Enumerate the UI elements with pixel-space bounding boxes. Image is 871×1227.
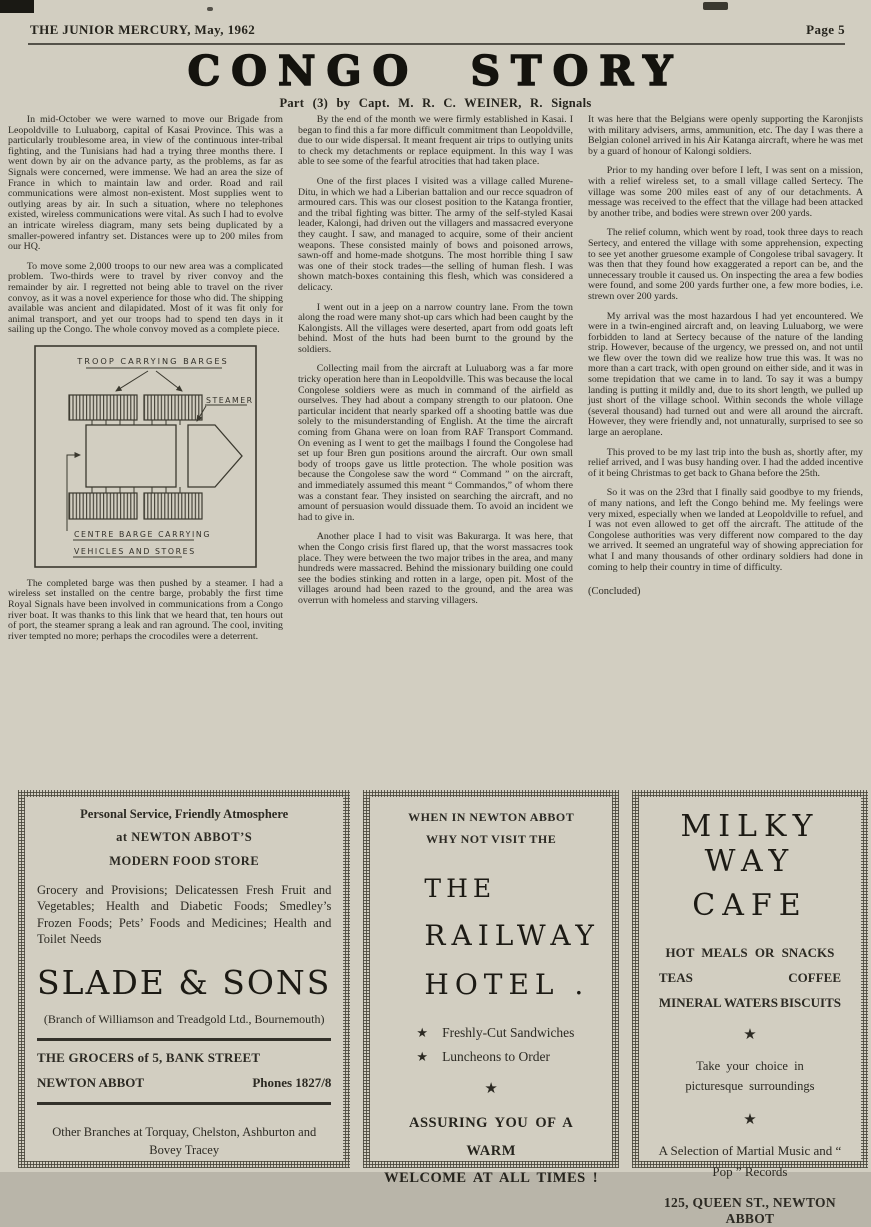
ad-milky-name1: MILKY WAY	[680, 809, 820, 879]
paragraph: My arrival was the most hazardous I had yet encountered. We were in a twin-engined aircraft and, on leaving Luluaborg, we were forbidden to land at Sertecy because of the nature of the landing strip. However, because of the urgency, we pressed on, and not until we flew over the town did we realize how true this was. It was no more than a cart track, with open ground on either side, and it was in some trepidation that we came in to land. To say it was a bumpy landing is putting it mildly and, due to its short length, we pulled up just short of the village school. Within seconds the whole village (several thousand) had turned out and were all around the aircraft. However, they were friendly and, not unnaturally, surprised to see so large an aeroplane.	[588, 310, 863, 439]
scan-artifact	[0, 0, 34, 13]
barge-diagram	[34, 345, 283, 569]
diagram-label-troop-barges: TROOP CARRYING BARGES	[77, 355, 229, 366]
list-item	[416, 1049, 599, 1065]
ad-slade-location: at NEWTON ABBOT’S	[116, 830, 253, 845]
ad-milky-tagline: Take your choice in picturesque surroundings	[685, 1059, 815, 1093]
ad-milky-biscuits: BISCUITS	[780, 995, 841, 1010]
ad-railway-item1: Freshly-Cut Sandwiches	[442, 1025, 575, 1041]
ad-slade-phones: Phones 1827/8	[252, 1075, 332, 1091]
troop-barge-bottom-right	[144, 493, 202, 519]
troop-barge-bottom-left	[69, 493, 137, 519]
ad-railway-content	[370, 797, 611, 1187]
ad-railway-items	[382, 1017, 599, 1065]
diagram-label-centre-barge-1: CENTRE BARGE CARRYING	[74, 529, 211, 539]
ad-railway-footer	[382, 1110, 599, 1193]
column-1	[8, 115, 283, 787]
paragraph: By the end of the month we were firmly established in Kasai. I began to find this a far more difficult commitment than Leopoldville, due to our wide dispersal. It meant frequent air trips to outlying units to check my detachments or replace equipment. In this way I was able to see some of the fearful atrocities that had taken place.	[298, 114, 573, 168]
ad-milky-content	[639, 797, 861, 1226]
paragraph: The completed barge was then pushed by a steamer. I had a wireless set installed on the centre barge, probably the first time Royal Signals have been involved in communications from a Congo river boat. It was thanks to this link that we heard that, ten hours out of port, the steamer sprang a leak and ran aground. The cool, inviting river tempted no more; perhaps the crocodiles were a deterrent.	[8, 577, 283, 642]
ad-railway-hotel: HOTEL .	[424, 968, 590, 1002]
ad-milky-meals: HOT MEALS OR SNACKS	[665, 945, 835, 960]
ad-milky-row1	[651, 970, 849, 986]
ad-railway-head1: WHEN IN NEWTON ABBOT	[408, 810, 575, 824]
diagram-label-centre-barge-2: VEHICLES AND STORES	[74, 546, 196, 556]
scan-artifact	[207, 7, 213, 11]
ad-railway-item2: Luncheons to Order	[442, 1049, 551, 1065]
paragraph: Another place I had to visit was Bakurarga. It was here, that when the Congo crisis first flared up, that the worst massacres took place. They were between the two major tribes in the area, and many hundreds were massacred. Behind the missionary building one could see the bodies stinking and rotten in a large, open pit. Most of the villages around had been razed to the ground, and the area was overrun with homeless and starving villagers.	[298, 531, 573, 606]
paragraph: In mid-October we were warned to move our Brigade from Leopoldville to Luluaborg, capital of Kasai Province. This was a particularly troublesome area, in view of the continuous inter-tribal fighting, and the Tunisians had had a trying three months there. I went down by air on the advance party, as the problems, as far as Signals were concerned, were immense. We had an area the size of France in which to maintain law and order. Road and rail communications were almost non-existent. Most supplies went to outlying areas by air. In such a situation, where no telephones existed, wireless communications were vital. As such I had to evolve an intricate wireless diagram, many sets being duplicated by a smaller-powered infantry set. Distances were up to 200 miles from our HQ.	[8, 114, 283, 253]
ad-milky-coffee: COFFEE	[788, 970, 841, 985]
troop-barge-top-right	[144, 395, 202, 420]
paragraph: This proved to be my last trip into the bush as, shortly after, my relief arrived, and I was busy handing over. I had the added incentive of it being Christmas to get back to Ghana before the 25th.	[588, 446, 863, 479]
advert-row	[18, 790, 868, 1226]
centre-barge	[86, 425, 176, 487]
troop-barge-top-left	[69, 395, 137, 420]
page-number: Page 5	[806, 22, 845, 37]
masthead-title: THE JUNIOR MERCURY, May, 1962	[30, 22, 256, 37]
ad-milky-way-cafe	[632, 790, 868, 1226]
ad-slade-content	[25, 797, 343, 1161]
ad-milky-row2	[651, 995, 849, 1011]
ad-slade-grocers: THE GROCERS of 5, BANK STREET	[37, 1050, 261, 1066]
ad-milky-records: A Selection of Martial Music and “ Pop ” Records	[658, 1143, 842, 1179]
list-item	[416, 1025, 599, 1041]
steamer	[188, 425, 242, 487]
star-icon: ★	[743, 1027, 757, 1043]
ad-slade-tagline: Personal Service, Friendly Atmosphere	[80, 807, 289, 821]
barge-ties-top	[92, 420, 180, 425]
arrow-to-right-barge	[156, 371, 182, 391]
star-icon: ★	[484, 1081, 498, 1098]
ad-railway-hotel	[363, 790, 618, 1187]
ad-milky-name	[651, 807, 849, 923]
ad-milky-name2: CAFE	[692, 888, 808, 923]
paragraph: One of the first places I visited was a village called Murene-Ditu, in which we had a Liberian battalion and our recce squadron of armoured cars. This was our closest position to the Katanga frontier, and the tribal fighting was bitter. The army of the self-styled Kasai leader, Kalongi, had driven out the villagers and massacred everyone they caught. I saw, and managed to acquire, some of their ancient weapons. These consisted mainly of bows and poisoned arrows, sawn-off and home-made shotguns. The most horrible thing I saw was one of their stock trades—the selling of human flesh. I was shown match-boxes containing this flesh, which was considered a delicacy.	[298, 175, 573, 293]
paragraph: So it was on the 23rd that I finally said goodbye to my friends, of many nations, and left the Congo behind me. My feelings were very mixed, especially when we landed at Leopoldville to refuel, and I was not even allowed to get off the aircraft. The attitude of the Congolese authorities was very different now compared to the day we arrived. It seemed an ungrateful way of showing appreciation for what I and many thousands of other ordinary soldiers had done in coming to help their country in time of difficulty.	[588, 487, 863, 573]
paragraph: The relief column, which went by road, took three days to reach Sertecy, and entered the village with some apprehension, expecting to see yet another gruesome example of Congolese tribal savagery. It was then that they found how exaggerated a report can be, and the unnecessary trouble it caused us. On inspecting the area a few bodies were found, and some 200 yards further one, a few more bodies, i.e. strewn over 200 yards.	[588, 227, 863, 302]
ad-slade-name: SLADE & SONS	[37, 963, 332, 1003]
paragraph: To move some 2,000 troops to our new area was a complicated problem. Two-thirds were to travel by river convoy and the remainder by air. I regretted not being able to travel on the river convoy, as it was a novel experience for those who did. The shipping available was ancient and dilapidated. Most of it was fit only for animal transport, and yet our troops had to spend ten days in it sailing up the Congo. The whole convoy moved as a complete piece.	[8, 260, 283, 336]
paragraph: Collecting mail from the aircraft at Luluaborg was a far more tricky operation here than in Leopoldville. This was because the local Congolese soldiers were as much in command of the airfield as ourselves. They had about a company strength to our platoon. One particular incident that nearly sparked off a shooting battle was due solely to the misunderstanding of English. At the time the aircraft coming from Ghana were on loan from RAF Transport Command. On evening as I went to get the mailbags I found the Congolese had set up four Bren gun positions around the aircraft. Our own small body of troops gave us little protection. The whole position was because the Congolese saw the word “ Command ” on the aircraft, and immediately assumed this meant “ Commandos,” of whom there was a constant fear. They insisted on searching the aircraft, and no amount of persuasion would dissuade them. To avoid an incident we had to give in.	[298, 363, 573, 523]
ad-slade-contact	[37, 1075, 331, 1091]
ad-railway-head2: WHY NOT VISIT THE	[426, 831, 557, 846]
ad-railway-railway: RAILWAY	[424, 919, 600, 953]
star-icon: ★	[743, 1112, 757, 1128]
masthead	[30, 22, 845, 38]
column-2	[298, 115, 573, 787]
paragraph: It was here that the Belgians were openly supporting the Karonjists with military advisers, arms, ammunition, etc. The day I was there a Belgian colonel arrived in his Air Katanga aircraft, where he was met by a guard of honour of Kalongi soldiers.	[588, 114, 863, 157]
arrow-to-left-barge	[116, 371, 148, 391]
ad-milky-waters: MINERAL WATERS	[658, 995, 778, 1010]
ad-slade-branch: (Branch of Williamson and Treadgold Ltd., Bournemouth)	[43, 1012, 325, 1027]
paragraph: I went out in a jeep on a narrow country lane. From the town along the road were many shot-up cars which had been caught by the Kalongists. All the villages were deserted, apart from odd goats left behind. Most of the huts had been burnt to the ground by the soldiers.	[298, 301, 573, 355]
column-3	[588, 115, 863, 787]
ad-slade-branches: Other Branches at Torquay, Chelston, Ashburton and Bovey Tracey	[52, 1125, 317, 1157]
ad-slade-and-sons	[18, 790, 350, 1168]
star-icon: ★	[416, 1025, 429, 1041]
rule	[37, 1102, 331, 1105]
ad-milky-address: 125, QUEEN ST., NEWTON ABBOT	[664, 1194, 836, 1226]
ad-railway-the: THE	[424, 874, 497, 904]
ad-railway-header	[382, 807, 599, 850]
ad-railway-name	[382, 862, 599, 1001]
ad-slade-header	[37, 807, 331, 868]
ad-slade-goods: Grocery and Provisions; Delicatessen Fresh Fruit and Vegetables; Health and Diabetic Foods; Smedley’s Frozen Foods; Pets’ Foods and Medicines; Health and Toilet Needs	[37, 883, 332, 946]
diagram-label-steamer: STEAMER	[206, 395, 254, 405]
concluded-note: (Concluded)	[588, 586, 641, 598]
article-title: CONGO STORY	[187, 47, 684, 95]
barge-ties-bottom	[92, 487, 180, 493]
ad-railway-footer2: WELCOME AT ALL TIMES !	[384, 1170, 599, 1187]
scan-artifact	[703, 2, 728, 10]
ad-railway-footer1: ASSURING YOU OF A WARM	[409, 1115, 574, 1159]
masthead-rule	[28, 43, 845, 45]
star-icon: ★	[416, 1049, 429, 1065]
ad-slade-town: NEWTON ABBOT	[37, 1075, 145, 1091]
article-byline: Part (3) by Capt. M. R. C. WEINER, R. Signals	[279, 96, 592, 110]
rule	[37, 1038, 331, 1041]
article-body	[8, 115, 863, 787]
ad-slade-store: MODERN FOOD STORE	[109, 853, 260, 868]
paragraph: Prior to my handing over before I left, I was sent on a mission, with a relief wireless set, to a small village called Sertecy. The village was some 200 miles east of any of our detachments. A message was received to the effect that the village had been attacked by another tribe, and bodies were strewn over 200 yards.	[588, 165, 863, 219]
ad-milky-teas: TEAS	[658, 970, 693, 985]
